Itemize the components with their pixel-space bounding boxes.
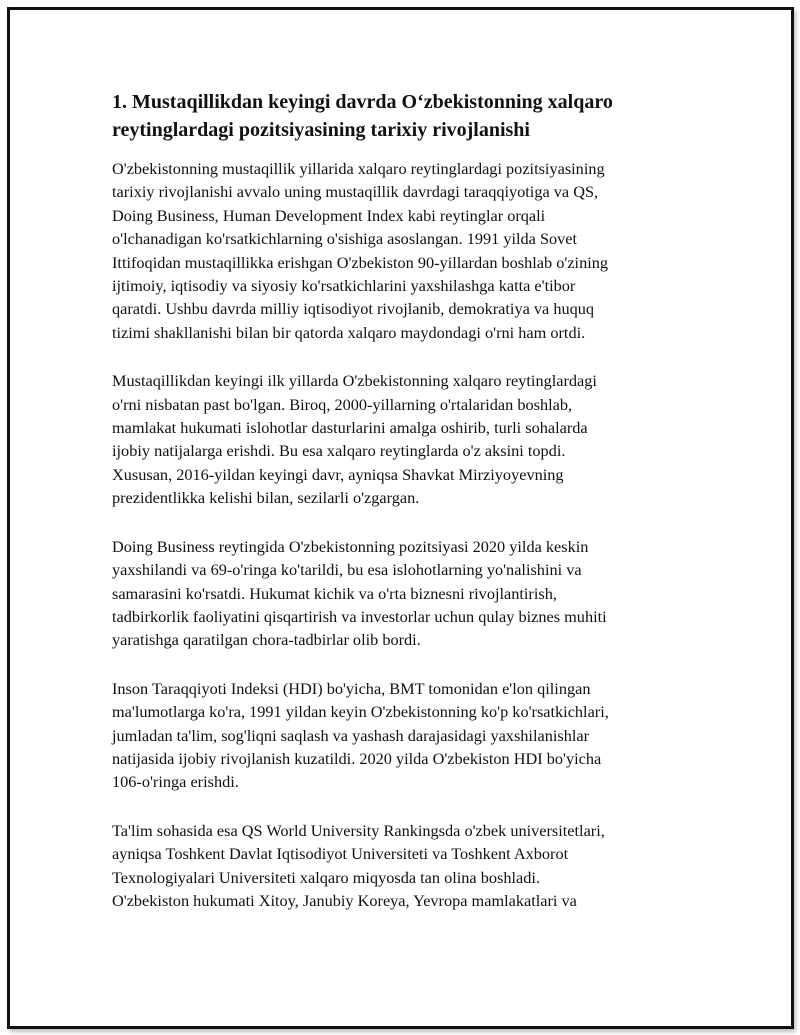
paragraph-5: Ta'lim sohasida esa QS World University Rankingsda o'zbek universitetlari, ayniqsa Toshkent Davlat Iqtisodiyot Universiteti va Toshkent Axborot Texnologiyalari Universiteti xalqaro miqyosda tan olina boshladi. O'zbekiston hukumati Xitoy, Janubiy Koreya, Yevropa mamlakatlari va bbox=[112, 820, 605, 910]
paragraph-4: Inson Taraqqiyoti Indeksi (HDI) bo'yicha, BMT tomonidan e'lon qilingan ma'lumotlarga ko'ra, 1991 yildan keyin O'zbekistonning ko'p ko'rsatkichlari, jumladan ta'lim, sog'liqni saqlash va yashash darajasidagi yaxshilanishlar natijasida ijobiy rivojlanish kuzatildi. 2020 yilda O'zbekiston HDI bo'yicha 106-o'ringa erishdi. bbox=[112, 678, 609, 792]
paragraph-2: Mustaqillikdan keyingi ilk yillarda O'zbekistonning xalqaro reytinglardagi o'rni nisbatan past bo'lgan. Biroq, 2000-yillarning o'rtalaridan boshlab, mamlakat hukumati islohotlar dasturlarini amalga oshirib, turli sohalarda ijobiy natijalarga erishdi. Bu esa xalqaro reytinglarda o'z aksini topdi. Xususan, 2016-yildan keyingi davr, ayniqsa Shavkat Mirziyoyevning prezidentlikka kelishi bilan, sezilarli o'zgargan. bbox=[112, 371, 597, 508]
paragraph-3: Doing Business reytingida O'zbekistonning pozitsiyasi 2020 yilda keskin yaxshilandi va 69-o'ringa ko'tarildi, bu esa islohotlarning yo'nalishini va samarasini ko'rsatdi. Hukumat kichik va o'rta biznesni rivojlantirish, tadbirkorlik faoliyatini qisqartirish va investorlar uchun qulay biznes muhiti yaratishga qaratilgan chora-tadbirlar olib bordi. bbox=[112, 536, 607, 650]
paragraph-1: O'zbekistonning mustaqillik yillarida xalqaro reytinglardagi pozitsiyasining tarixiy rivojlanishi avvalo uning mustaqillik davrdagi taraqqiyotiga va QS, Doing Business, Human Development Index kabi reytinglar orqali o'lchanadigan ko'rsatkichlarning o'sishiga asoslangan. 1991 yilda Sovet Ittifoqidan mustaqillikka erishgan O'zbekiston 90-yillardan boshlab o'zining ijtimoiy, iqtisodiy va siyosiy ko'rsatkichlarini yaxshilashga katta e'tibor qaratdi. Ushbu davrda milliy iqtisodiyot rivojlanib, demokratiya va huquq tizimi shakllanishi bilan bir qatorda xalqaro maydondagi o'rni ham ortdi. bbox=[112, 159, 609, 342]
section-heading: 1. Mustaqillikdan keyingi davrda O‘zbekistonning xalqaro reytinglardagi pozitsiyasining tarixiy rivojlanishi bbox=[112, 91, 613, 141]
document-body bbox=[112, 88, 694, 937]
